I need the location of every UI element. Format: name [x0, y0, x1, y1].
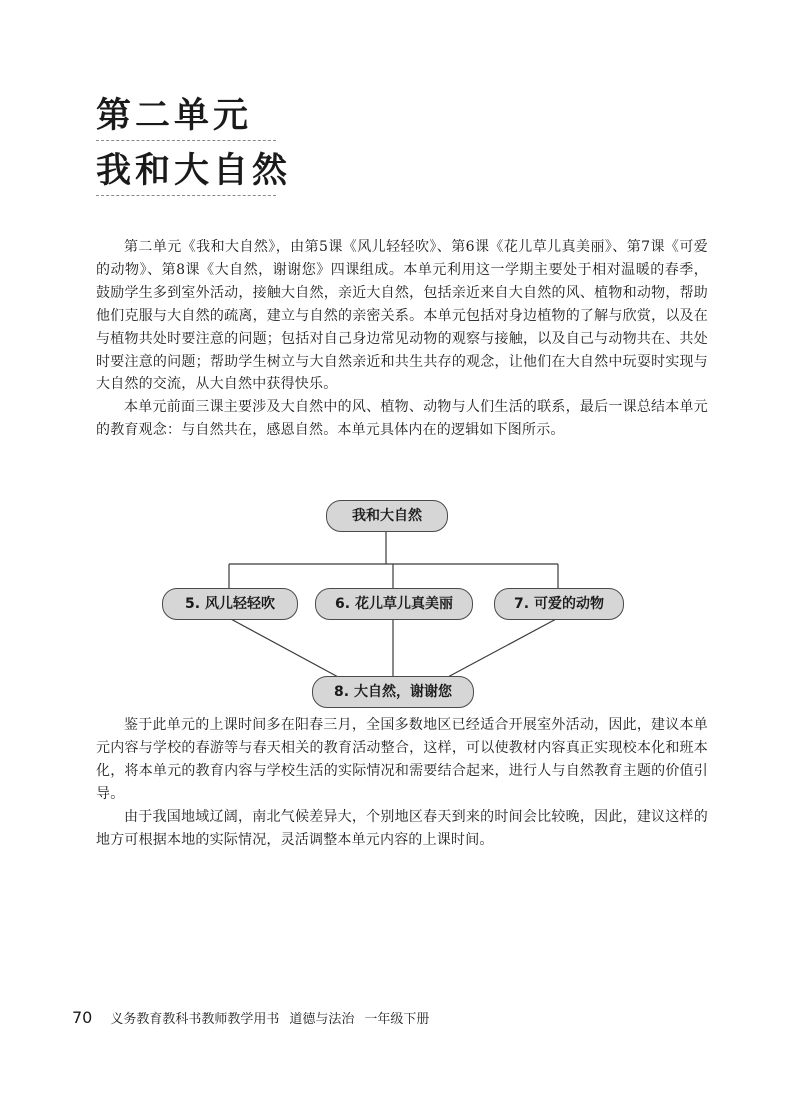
- closing-paragraph-2: 由于我国地域辽阔，南北气候差异大，个别地区春天到来的时间会比较晚，因此，建议这样的地方可根据本地的实际情况，灵活调整本单元内容的上课时间。: [96, 808, 708, 848]
- diagram-node-lesson-8: 8. 大自然，谢谢您: [312, 676, 474, 708]
- intro-paragraph-2: 本单元前面三课主要涉及大自然中的风、植物、动物与人们生活的联系，最后一课总结本单元的教育观念：与自然共在，感恩自然。本单元具体内在的逻辑如下图所示。: [96, 399, 708, 439]
- diagram-node-lesson-6: 6. 花儿草儿真美丽: [315, 588, 473, 620]
- intro-paragraph-1: 第二单元《我和大自然》，由第5课《风儿轻轻吹》、第6课《花儿草儿真美丽》、第7课《可爱的动物》、第8课《大自然，谢谢您》四课组成。本单元利用这一学期主要处于相对温暖的春季，鼓励学生多到室外活动，接触大自然，亲近大自然，包括亲近来自大自然的风、植物和动物，帮助他们克服与大自然的疏离，建立与自然的亲密关系。本单元包括对身边植物的了解与欣赏，以及在与植物共处时要注意的问题；包括对自己身边常见动物的观察与接触，以及自己与动物共在、共处时要注意的问题；帮助学生树立与大自然亲近和共生共存的观念，让他们在大自然中玩耍时实现与大自然的交流，从大自然中获得快乐。: [96, 239, 708, 393]
- diagram-node-root: 我和大自然: [326, 500, 448, 532]
- footer-grade: 一年级下册: [364, 1012, 430, 1027]
- connector-lesson5-to-lesson8: [229, 618, 340, 678]
- intro-section: [96, 236, 708, 442]
- footer-subject: 道德与法治: [289, 1012, 355, 1027]
- diagram-node-lesson-5: 5. 风儿轻轻吹: [162, 588, 298, 620]
- page-footer: [72, 1008, 429, 1027]
- footer-book-title: 义务教育教科书教师教学用书: [110, 1012, 280, 1027]
- closing-paragraph-1: 鉴于此单元的上课时间多在阳春三月，全国多数地区已经适合开展室外活动，因此，建议本单元内容与学校的春游等与春天相关的教育活动整合，这样，可以使教材内容真正实现校本化和班本化，将本单元的教育内容与学校生活的实际情况和需要结合起来，进行人与自然教育主题的价值引导。: [96, 717, 708, 802]
- diagram-node-lesson-7: 7. 可爱的动物: [494, 588, 624, 620]
- connector-lesson7-to-lesson8: [446, 618, 558, 678]
- unit-title: [96, 92, 292, 196]
- unit-name-heading: 我和大自然: [96, 147, 276, 196]
- unit-number-heading: 第二单元: [96, 92, 276, 141]
- closing-section: [96, 714, 708, 851]
- page-number: 70: [72, 1008, 93, 1027]
